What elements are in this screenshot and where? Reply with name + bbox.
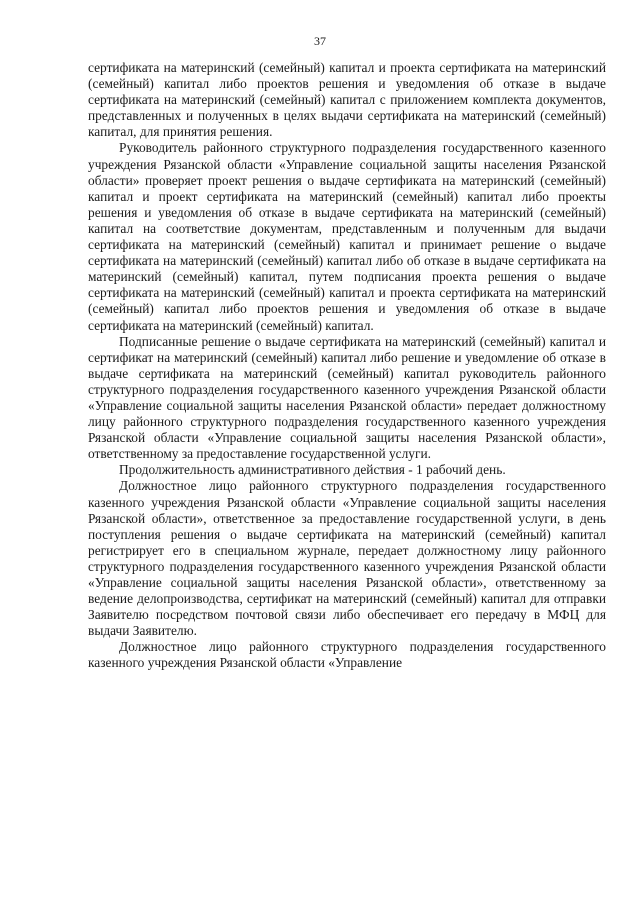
page-number: 37 [314, 34, 326, 48]
paragraph-continuation: сертификата на материнский (семейный) капитал и проекта сертификата на материнский (семейный) капитал либо проектов решения и уведомления об отказе в выдаче сертификата на материнский (семейный) капитал с приложением комплекта документов, представленных и полученных в целях выдачи сертификата на материнский (семейный) капитал, для принятия решения. [88, 60, 606, 140]
paragraph-signed-decision: Подписанные решение о выдаче сертификата на материнский (семейный) капитал и сертификат на материнский (семейный) капитал либо решение и уведомление об отказе в выдаче сертификата на материнский (семейный) капитал руководитель районного структурного подразделения государственного казенного учреждения Рязанской области «Управление социальной защиты населения Рязанской области» передает должностному лицу районного структурного подразделения государственного казенного учреждения Рязанской области «Управление социальной защиты населения Рязанской области», ответственному за предоставление государственной услуги. [88, 333, 606, 462]
paragraph-registration: Должностное лицо районного структурного подразделения государственного казенного учреждения Рязанской области «Управление социальной защиты населения Рязанской области», ответственное за предоставление государственной услуги, в день поступления решения о выдаче сертификата на материнский (семейный) капитал регистрирует его в специальном журнале, передает должностному лицу районного структурного подразделения государственного казенного учреждения Рязанской области «Управление социальной защиты населения Рязанской области», ответственному за ведение делопроизводства, сертификат на материнский (семейный) капитал для отправки Заявителю посредством почтовой связи либо обеспечивает его передачу в МФЦ для выдачи Заявителю. [88, 478, 606, 639]
paragraph-official-cutoff: Должностное лицо районного структурного подразделения государственного казенного учреждения Рязанской области «Управление [88, 639, 606, 671]
document-body [88, 60, 606, 672]
paragraph-duration: Продолжительность административного действия - 1 рабочий день. [119, 462, 506, 478]
paragraph-head-review: Руководитель районного структурного подразделения государственного казенного учреждения Рязанской области «Управление социальной защиты населения Рязанской области» проверяет проект решения о выдаче сертификата на материнский (семейный) капитал и проект сертификата на материнский (семейный) капитал либо проекты решения и уведомления об отказе в выдаче сертификата на материнский (семейный) капитал на соответствие документам, представленным и полученным для выдачи сертификата на материнский (семейный) капитал и принимает решение о выдаче сертификата на материнский (семейный) капитал либо об отказе в выдаче сертификата на материнский (семейный) капитал, путем подписания проекта решения о выдаче сертификата на материнский (семейный) капитал и проекта сертификата на материнский (семейный) капитал либо проектов решения и уведомления об отказе в выдаче сертификата на материнский (семейный) капитал. [88, 140, 606, 333]
